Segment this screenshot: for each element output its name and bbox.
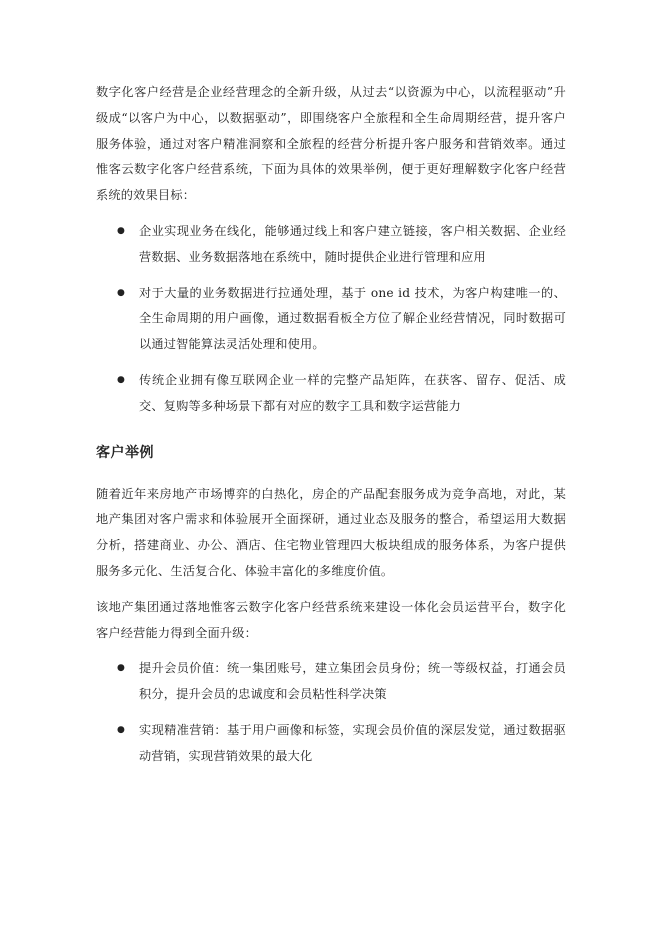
document-body xyxy=(96,80,566,770)
goals-list xyxy=(96,219,566,420)
list-item-text: 提升会员价值：统一集团账号，建立集团会员身份；统一等级权益，打通会员积分，提升会员的忠诚度和会员粘性科学决策 xyxy=(139,661,566,702)
upgrades-list xyxy=(96,656,566,769)
list-item-text: 对于大量的业务数据进行拉通处理，基于 one id 技术，为客户构建唯一的、全生命周期的用户画像，通过数据看板全方位了解企业经营情况，同时数据可以通过智能算法灵活处理和使用。 xyxy=(139,285,566,352)
bullet-icon: ● xyxy=(117,724,126,735)
bullet-icon: ● xyxy=(117,225,126,236)
bullet-icon: ● xyxy=(117,374,126,385)
list-item xyxy=(96,718,566,770)
section-title: 客户举例 xyxy=(96,444,154,461)
bullet-icon: ● xyxy=(117,663,126,674)
bullet-icon: ● xyxy=(117,287,126,298)
intro-paragraph: 数字化客户经营是企业经营理念的全新升级，从过去“以资源为中心，以流程驱动”升级成“以客户为中心，以数据驱动”，即围绕客户全旅程和全生命周期经营，提升客户服务体验，通过对客户精准洞察和全旅程的经营分析提升客户服务和营销效率。通过惟客云数字化客户经营系统，下面为具体的效果举例，便于更好理解数字化客户经营系统的效果目标： xyxy=(96,85,566,203)
list-item xyxy=(96,281,566,358)
list-item xyxy=(96,219,566,271)
list-item xyxy=(96,368,566,420)
list-item-text: 传统企业拥有像互联网企业一样的完整产品矩阵，在获客、留存、促活、成交、复购等多种场景下都有对应的数字工具和数字运营能力 xyxy=(139,372,566,413)
list-item-text: 实现精准营销：基于用户画像和标签，实现会员价值的深层发觉，通过数据驱动营销，实现营销效果的最大化 xyxy=(139,722,566,763)
case-paragraph-2: 该地产集团通过落地惟客云数字化客户经营系统来建设一体化会员运营平台，数字化客户经营能力得到全面升级： xyxy=(96,599,566,640)
list-item xyxy=(96,656,566,708)
list-item-text: 企业实现业务在线化，能够通过线上和客户建立链接，客户相关数据、企业经营数据、业务数据落地在系统中，随时提供企业进行管理和应用 xyxy=(139,223,566,264)
case-paragraph-1: 随着近年来房地产市场博弈的白热化，房企的产品配套服务成为竞争高地，对此，某地产集团对客户需求和体验展开全面探研，通过业态及服务的整合，希望运用大数据分析，搭建商业、办公、酒店、住宅物业管理四大板块组成的服务体系，为客户提供服务多元化、生活复合化、体验丰富化的多维度价值。 xyxy=(96,486,566,578)
